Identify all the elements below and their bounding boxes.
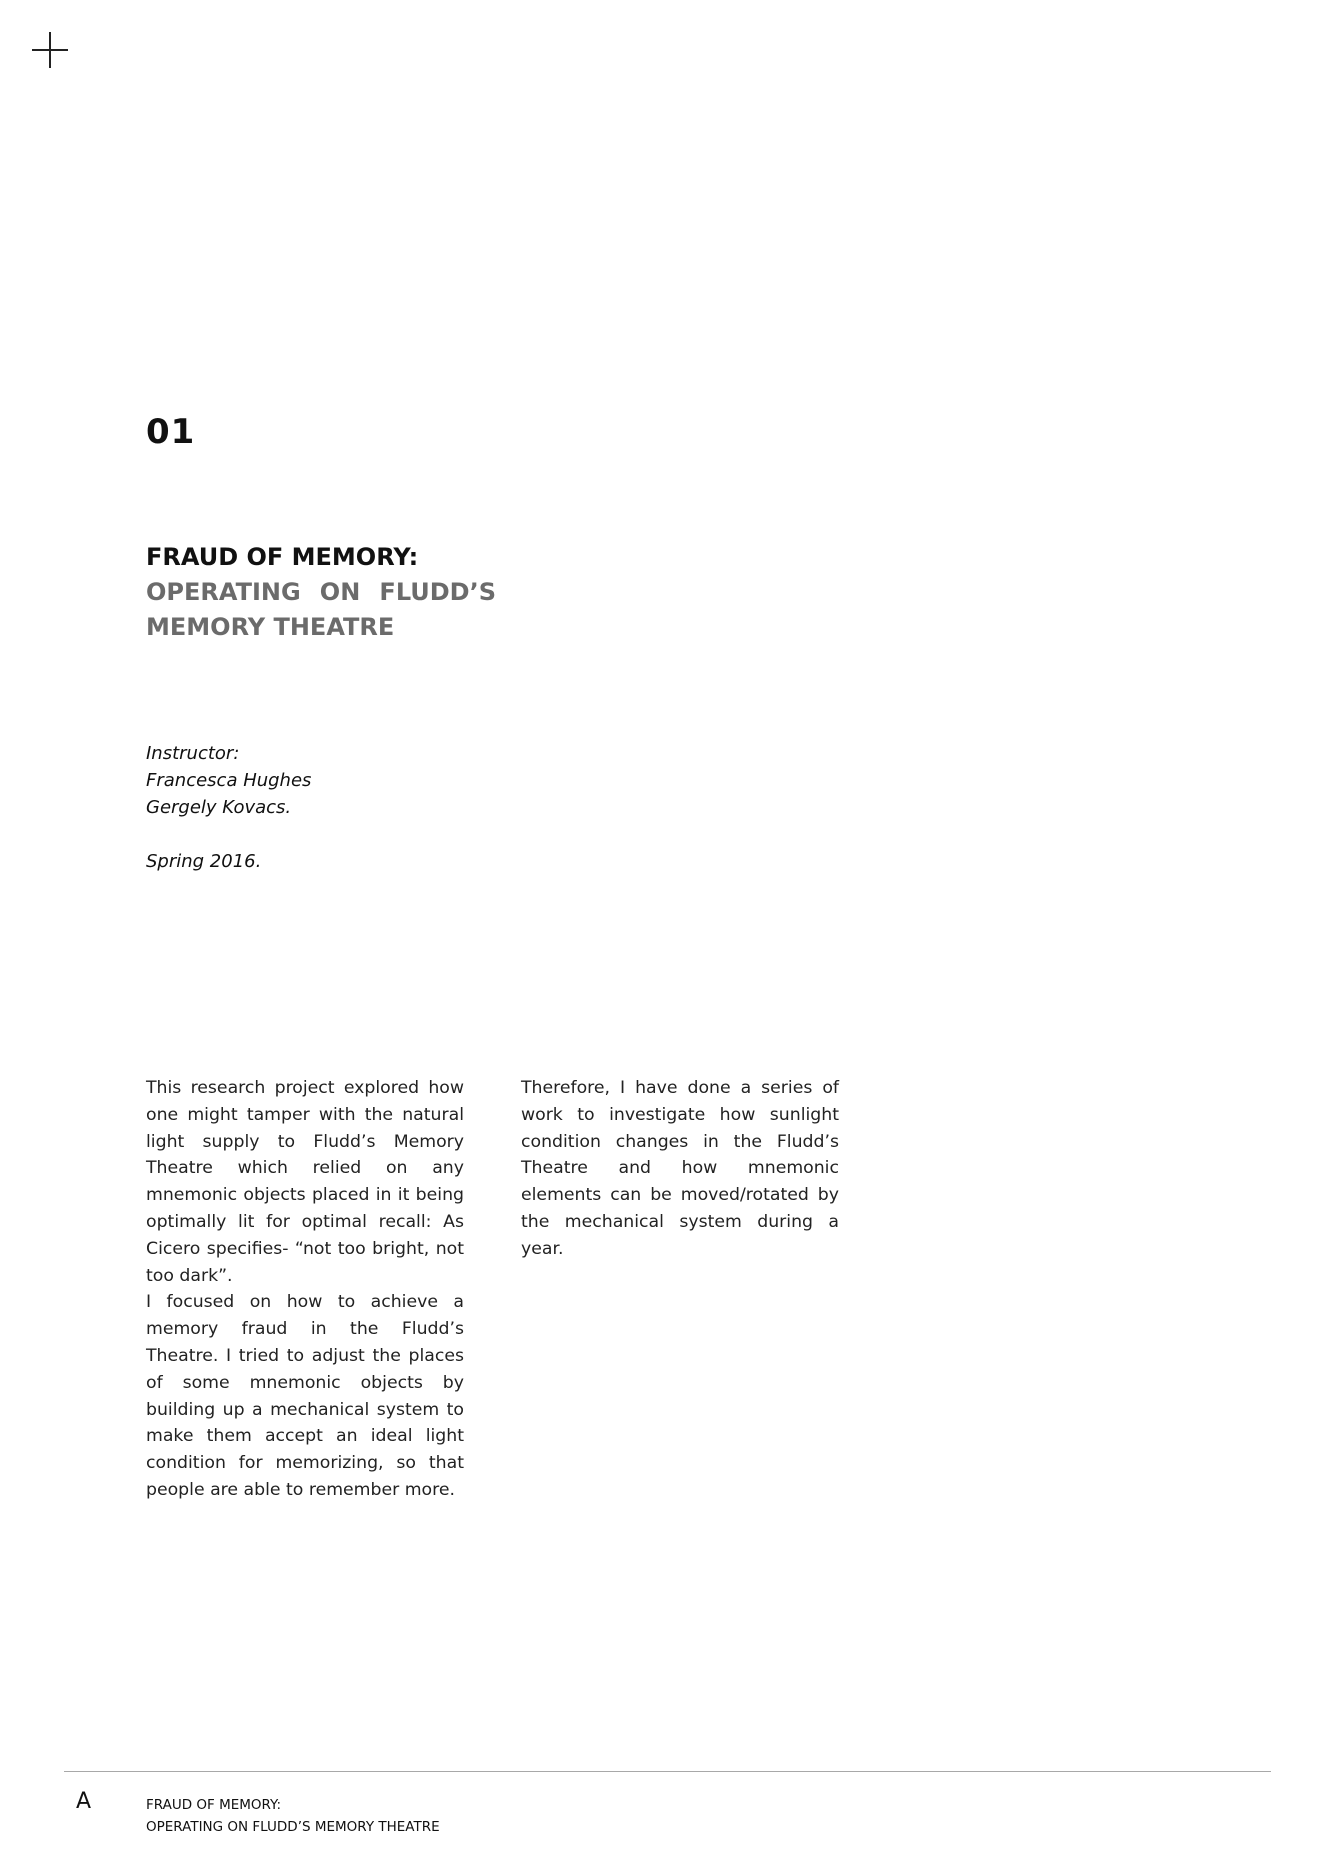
body-paragraph: Therefore, I have done a series of work to investigate how sunlight condition changes in the Fludd’s Theatre and how mnemonic elements can be moved/rotated by the mechanical system during a year. <box>521 1078 839 1259</box>
title-line-2: OPERATING ON FLUDD’S <box>146 578 496 606</box>
footer-line-2: OPERATING ON FLUDD’S MEMORY THEATRE <box>146 1819 440 1835</box>
body-column-right <box>521 1075 839 1263</box>
project-meta <box>146 740 311 875</box>
footer-divider <box>64 1771 1271 1772</box>
term: Spring 2016. <box>146 851 262 872</box>
body-column-left <box>146 1075 464 1504</box>
instructor-label: Instructor: <box>146 743 240 764</box>
plus-icon <box>32 32 68 68</box>
instructor-name-1: Francesca Hughes <box>146 770 312 791</box>
title-line-3: MEMORY THEATRE <box>146 613 395 641</box>
instructor-name-2: Gergely Kovacs. <box>146 797 292 818</box>
title-line-1: FRAUD OF MEMORY: <box>146 543 419 571</box>
project-number: 01 <box>146 412 196 452</box>
footer-section-letter: A <box>76 1789 92 1814</box>
footer-line-1: FRAUD OF MEMORY: <box>146 1797 282 1813</box>
footer-running-title <box>146 1794 440 1838</box>
body-paragraph: I focused on how to achieve a memory fraud in the Fludd’s Theatre. I tried to adjust the places of some mnemonic objects by building up a mechanical system to make them accept an ideal light condition for memorizing, so that people are able to remember more. <box>146 1292 464 1500</box>
page-title <box>146 540 496 645</box>
body-paragraph: This research project explored how one might tamper with the natural light supply to Fludd’s Memory Theatre which relied on any mnemonic objects placed in it being optimally lit for optimal recall: As Cicero specifies- “not too bright, not too dark”. <box>146 1078 464 1286</box>
